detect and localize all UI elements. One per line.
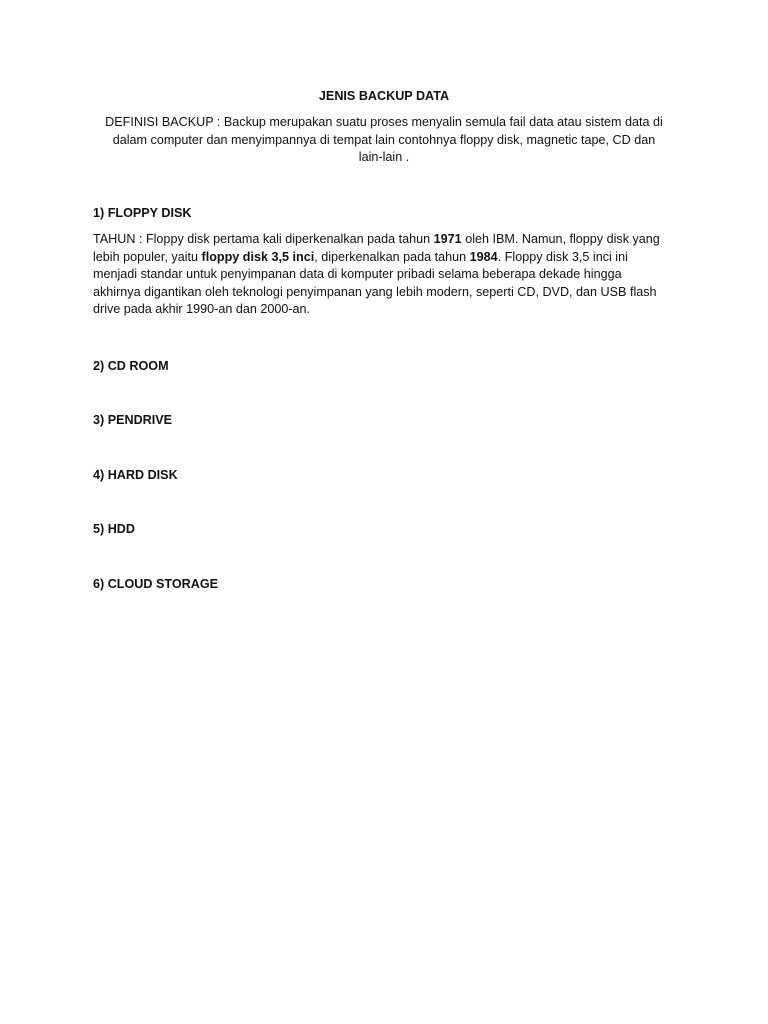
floppy-disk-paragraph (93, 231, 683, 319)
section-heading-cd-room: 2) CD ROOM (93, 359, 169, 373)
paragraph-line: akhirnya digantikan oleh teknologi penyimpanan yang lebih modern, seperti CD, DVD, dan USB flash (93, 284, 657, 299)
definition-paragraph (93, 114, 675, 167)
section-heading-floppy-disk: 1) FLOPPY DISK (93, 206, 192, 220)
bold-term: floppy disk 3,5 inci (201, 249, 315, 264)
section-heading-pendrive: 3) PENDRIVE (93, 413, 173, 427)
definition-line: dalam computer dan menyimpannya di tempat lain contohnya floppy disk, magnetic tape, CD dan (112, 132, 656, 147)
paragraph-line (93, 249, 683, 267)
paragraph-line: drive pada akhir 1990-an dan 2000-an. (93, 302, 311, 317)
paragraph-line: menjadi standar untuk penyimpanan data di komputer pribadi selama beberapa dekade hingga (93, 267, 622, 282)
section-heading-hdd: 5) HDD (93, 522, 135, 536)
text-run: . Floppy disk 3,5 inci ini (497, 249, 628, 264)
text-run: TAHUN : Floppy disk pertama kali diperkenalkan pada tahun (93, 232, 434, 246)
document-title: JENIS BACKUP DATA (318, 89, 450, 103)
paragraph-line (93, 231, 683, 249)
text-run: , diperkenalkan pada tahun (314, 249, 470, 264)
text-run: lebih populer, yaitu (93, 249, 202, 264)
definition-line: lain-lain . (358, 150, 410, 165)
definition-line: DEFINISI BACKUP : Backup merupakan suatu proses menyalin semula fail data atau sistem data di (105, 115, 663, 129)
section-heading-hard-disk: 4) HARD DISK (93, 468, 178, 482)
bold-year: 1984 (469, 249, 498, 264)
text-run: oleh IBM. Namun, floppy disk yang (461, 232, 660, 246)
section-heading-cloud-storage: 6) CLOUD STORAGE (93, 577, 219, 591)
bold-year: 1971 (433, 232, 462, 246)
